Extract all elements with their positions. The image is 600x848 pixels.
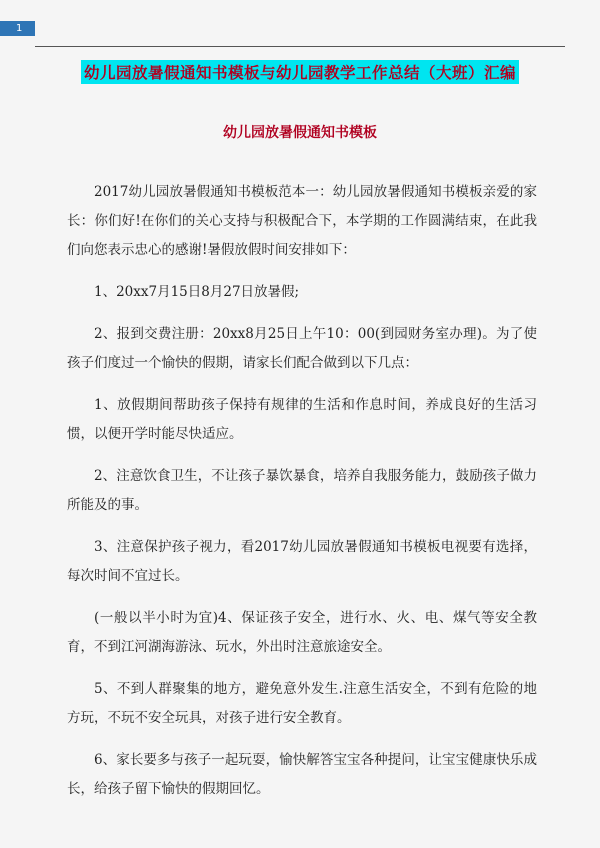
paragraph: 2、报到交费注册：20xx8月25日上午10：00(到园财务室办理)。为了使孩子们度过一个愉快的假期，请家长们配合做到以下几点： — [67, 326, 537, 371]
paragraph: 2017幼儿园放暑假通知书模板范本一：幼儿园放暑假通知书模板亲爱的家长：你们好!在你们的关心支持与积极配合下，本学期的工作圆满结束，在此我们向您表示忠心的感谢!暑假放假时间安排如下： — [67, 184, 537, 258]
paragraph: 3、注意保护孩子视力，看2017幼儿园放暑假通知书模板电视要有选择，每次时间不宜过长。 — [67, 539, 537, 584]
section-subtitle: 幼儿园放暑假通知书模板 — [223, 125, 377, 141]
title-container — [0, 60, 600, 84]
paragraph: 2、注意饮食卫生，不让孩子暴饮暴食，培养自我服务能力，鼓励孩子做力所能及的事。 — [67, 468, 537, 513]
subtitle-container — [0, 122, 600, 142]
document-title: 幼儿园放暑假通知书模板与幼儿园教学工作总结（大班）汇编 — [81, 60, 519, 84]
paragraph: 5、不到人群聚集的地方，避免意外发生.注意生活安全，不到有危险的地方玩，不玩不安全玩具，对孩子进行安全教育。 — [67, 681, 537, 726]
header-rule — [35, 46, 565, 47]
paragraph: 6、家长要多与孩子一起玩耍，愉快解答宝宝各种提问，让宝宝健康快乐成长，给孩子留下愉快的假期回忆。 — [67, 752, 537, 797]
paragraph: 1、20xx7月15日8月27日放暑假; — [94, 284, 300, 300]
paragraph: (一般以半小时为宜)4、保证孩子安全，进行水、火、电、煤气等安全教育，不到江河湖海游泳、玩水，外出时注意旅途安全。 — [67, 610, 537, 655]
body-text — [67, 178, 537, 817]
paragraph: 1、放假期间帮助孩子保持有规律的生活和作息时间，养成良好的生活习惯，以便开学时能尽快适应。 — [67, 397, 537, 442]
page-number: 1 — [0, 21, 35, 36]
